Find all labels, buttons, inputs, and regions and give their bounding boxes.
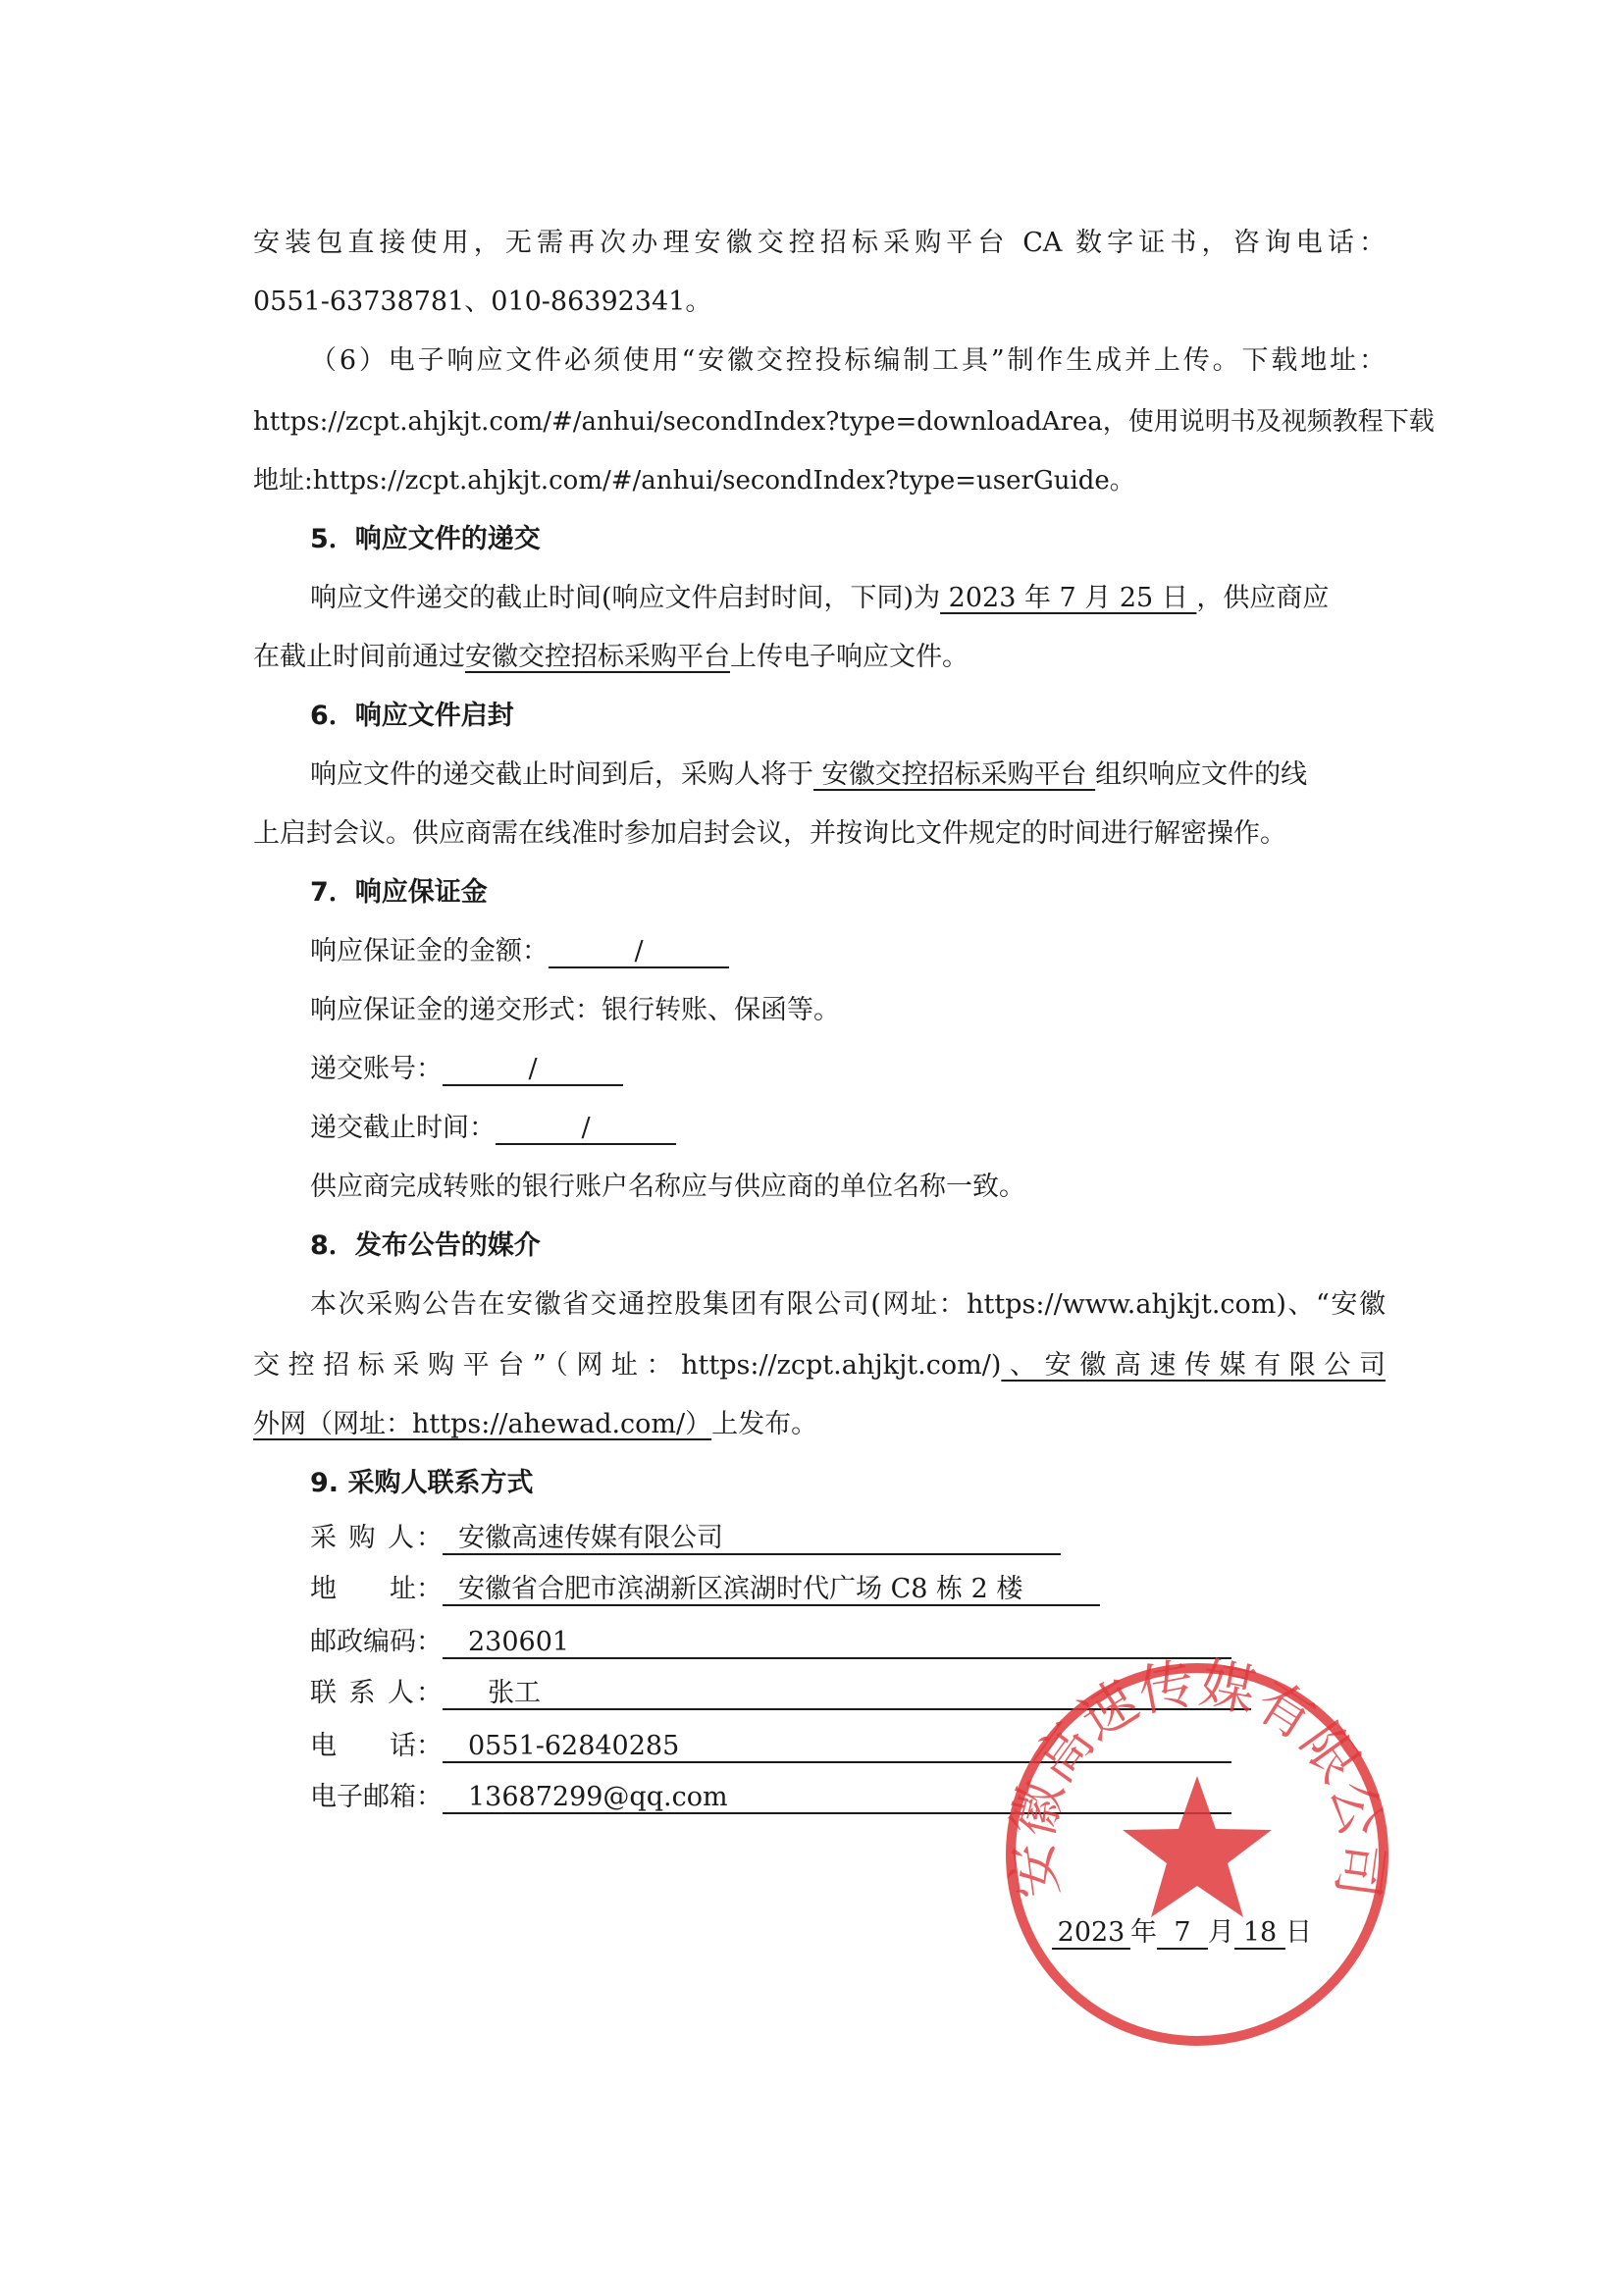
contact-row: 电子邮箱： 13687299@qq.com: [310, 1778, 1231, 1817]
body-line: 上启封会议。供应商需在线准时参加启封会议，并按询比文件规定的时间进行解密操作。: [253, 818, 1286, 849]
email-value: 13687299@qq.com: [443, 1779, 1231, 1814]
deadline-date: 2023 年 7 月 25 日: [940, 583, 1197, 613]
body-line: 递交账号： /: [310, 1050, 623, 1089]
address-value: 安徽省合肥市滨湖新区滨湖时代广场 C8 栋 2 楼: [443, 1571, 1100, 1606]
body-line: 递交截止时间： /: [310, 1109, 676, 1148]
contact-value: 张工: [443, 1675, 1251, 1710]
body-line: 响应保证金的金额： /: [310, 932, 729, 971]
contact-row: 邮政编码： 230601: [310, 1623, 1231, 1662]
contact-row: 电 话： 0551-62840285: [310, 1727, 1231, 1766]
body-line: 外网（网址：https://ahewad.com/）上发布。: [253, 1409, 818, 1439]
section-heading: 6．响应文件启封: [310, 701, 514, 731]
contact-row: 联 系 人： 张工: [310, 1674, 1251, 1713]
seal-ring: [1011, 1668, 1384, 2041]
date-year: 2023: [1052, 1914, 1130, 1950]
contact-row: 地 址： 安徽省合肥市滨湖新区滨湖时代广场 C8 栋 2 楼: [310, 1570, 1100, 1609]
body-line: 响应文件递交的截止时间(响应文件启封时间，下同)为 2023 年 7 月 25 日 ，供应商应: [310, 583, 1330, 613]
body-line: https://zcpt.ahjkjt.com/#/anhui/secondIndex?type=downloadArea，使用说明书及视频教程下载: [253, 407, 1435, 437]
section-heading: 8．发布公告的媒介: [310, 1230, 541, 1261]
amount-blank: /: [549, 933, 729, 968]
date-day: 18: [1234, 1914, 1285, 1950]
body-line: 0551-63738781、010-86392341。: [253, 287, 712, 317]
body-line: 本次采购公告在安徽省交通控股集团有限公司(网址：https://www.ahjkjt.com)、“安徽: [310, 1289, 1386, 1320]
contact-row: 采 购 人： 安徽高速传媒有限公司: [310, 1519, 1061, 1558]
section-heading: 9. 采购人联系方式: [310, 1468, 534, 1498]
seal-text: 安徽高速传媒有限公司: [1000, 1651, 1394, 1903]
body-line: 安装包直接使用，无需再次办理安徽交控招标采购平台 CA 数字证书，咨询电话：: [253, 228, 1386, 258]
purchaser-value: 安徽高速传媒有限公司: [443, 1520, 1061, 1555]
body-line: 地址:https://zcpt.ahjkjt.com/#/anhui/secondIndex?type=userGuide。: [253, 466, 1135, 496]
section-heading: 7．响应保证金: [310, 877, 488, 908]
publisher-name: 、安徽高速传媒有限公司: [1001, 1350, 1386, 1381]
platform-name: 安徽交控招标采购平台: [813, 759, 1096, 790]
signature-date: 2023 年 7 月 18 日: [1052, 1913, 1312, 1953]
section-heading: 5．响应文件的递交: [310, 524, 541, 554]
date-month: 7: [1157, 1914, 1208, 1950]
body-line: 响应保证金的递交形式：银行转账、保函等。: [310, 995, 840, 1025]
body-line: 响应文件的递交截止时间到后，采购人将于 安徽交控招标采购平台 组织响应文件的线: [310, 759, 1308, 790]
postcode-value: 230601: [443, 1624, 1231, 1659]
deadline-blank: /: [496, 1110, 676, 1145]
body-line: 供应商完成转账的银行账户名称应与供应商的单位名称一致。: [310, 1172, 1025, 1202]
body-line: 交控招标采购平台”（网址：https://zcpt.ahjkjt.com/)、安徽高速传媒有限公司: [253, 1350, 1386, 1381]
body-line: 在截止时间前通过安徽交控招标采购平台上传电子响应文件。: [253, 642, 969, 672]
body-line: （6）电子响应文件必须使用“安徽交控投标编制工具”制作生成并上传。下载地址：: [310, 345, 1386, 376]
publisher-url: 外网（网址：https://ahewad.com/）: [253, 1409, 712, 1439]
phone-value: 0551-62840285: [443, 1728, 1231, 1763]
account-blank: /: [443, 1051, 623, 1086]
platform-name: 安徽交控招标采购平台: [465, 642, 730, 672]
